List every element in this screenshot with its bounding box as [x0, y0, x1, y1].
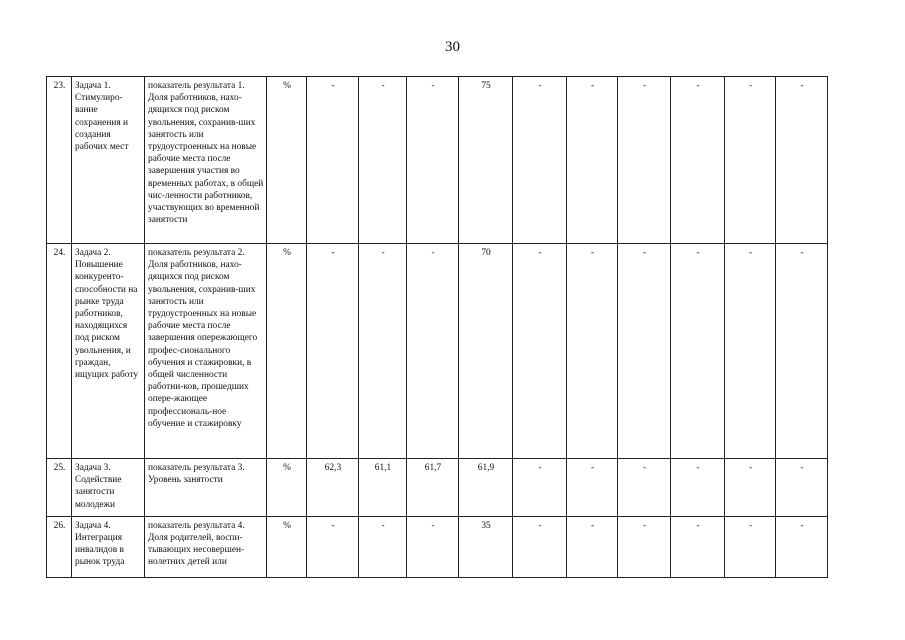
table-row	[47, 77, 828, 244]
unit-cell: %	[267, 77, 307, 244]
table-row	[47, 516, 828, 577]
indicator-cell: показатель результата 1. Доля работников, нахо-дящихся под риском увольнения, сохранив-ших занятость или трудоустроенных на новые рабочие места после завершения участия во временных работах, в общей чис-ленности работников, участвующих во временной занятости	[145, 77, 267, 244]
value-cell: -	[725, 244, 776, 459]
row-number: 24.	[47, 244, 72, 459]
value-cell: 61,1	[359, 459, 407, 517]
value-cell: -	[567, 244, 618, 459]
value-cell: -	[776, 244, 828, 459]
table-row	[47, 244, 828, 459]
value-cell: -	[407, 516, 459, 577]
value-cell: -	[567, 516, 618, 577]
value-cell: -	[359, 244, 407, 459]
value-cell: -	[776, 77, 828, 244]
value-cell: -	[618, 244, 671, 459]
value-cell: -	[725, 77, 776, 244]
task-cell: Задача 1. Стимулиро-вание сохранения и создания рабочих мест	[72, 77, 145, 244]
value-cell: -	[671, 516, 725, 577]
value-cell: -	[359, 516, 407, 577]
row-number: 26.	[47, 516, 72, 577]
value-cell: -	[618, 77, 671, 244]
value-cell: -	[567, 459, 618, 517]
value-cell: -	[671, 459, 725, 517]
value-cell: -	[725, 516, 776, 577]
indicator-cell: показатель результата 2. Доля работников, нахо-дящихся под риском увольнения, сохранив-ших занятость или трудоустроенных на новые рабочие места после завершения опережающего профес-сионального обучения и стажировки, в общей численности работни-ков, прошедших опере-жающее профессиональ-ное обучение и стажировку	[145, 244, 267, 459]
value-cell: -	[359, 77, 407, 244]
indicators-table	[46, 76, 828, 578]
value-cell: -	[513, 516, 567, 577]
value-cell: -	[513, 244, 567, 459]
value-cell: -	[307, 244, 359, 459]
task-cell: Задача 3. Содействие занятости молодежи	[72, 459, 145, 517]
page-number: 30	[445, 39, 460, 55]
value-cell: 62,3	[307, 459, 359, 517]
value-cell: -	[567, 77, 618, 244]
value-cell: -	[513, 77, 567, 244]
value-cell: -	[776, 459, 828, 517]
indicator-cell: показатель результата 3. Уровень занятости	[145, 459, 267, 517]
indicator-cell: показатель результата 4. Доля родителей, воспи-тывающих несовершен-нолетних детей или	[145, 516, 267, 577]
unit-cell: %	[267, 459, 307, 517]
unit-cell: %	[267, 244, 307, 459]
value-cell: -	[671, 77, 725, 244]
row-number: 23.	[47, 77, 72, 244]
unit-cell: %	[267, 516, 307, 577]
value-cell: 35	[459, 516, 513, 577]
value-cell: -	[671, 244, 725, 459]
value-cell: -	[725, 459, 776, 517]
value-cell: -	[618, 516, 671, 577]
value-cell: -	[407, 77, 459, 244]
value-cell: -	[407, 244, 459, 459]
value-cell: 61,9	[459, 459, 513, 517]
value-cell: 61,7	[407, 459, 459, 517]
value-cell: -	[307, 516, 359, 577]
value-cell: -	[618, 459, 671, 517]
value-cell: -	[513, 459, 567, 517]
value-cell: 75	[459, 77, 513, 244]
task-cell: Задача 4. Интеграция инвалидов в рынок труда	[72, 516, 145, 577]
value-cell: 70	[459, 244, 513, 459]
row-number: 25.	[47, 459, 72, 517]
table-row	[47, 459, 828, 517]
value-cell: -	[776, 516, 828, 577]
task-cell: Задача 2. Повышение конкуренто-способности на рынке труда работников, находящихся под риском увольнения, и граждан, ищущих работу	[72, 244, 145, 459]
value-cell: -	[307, 77, 359, 244]
